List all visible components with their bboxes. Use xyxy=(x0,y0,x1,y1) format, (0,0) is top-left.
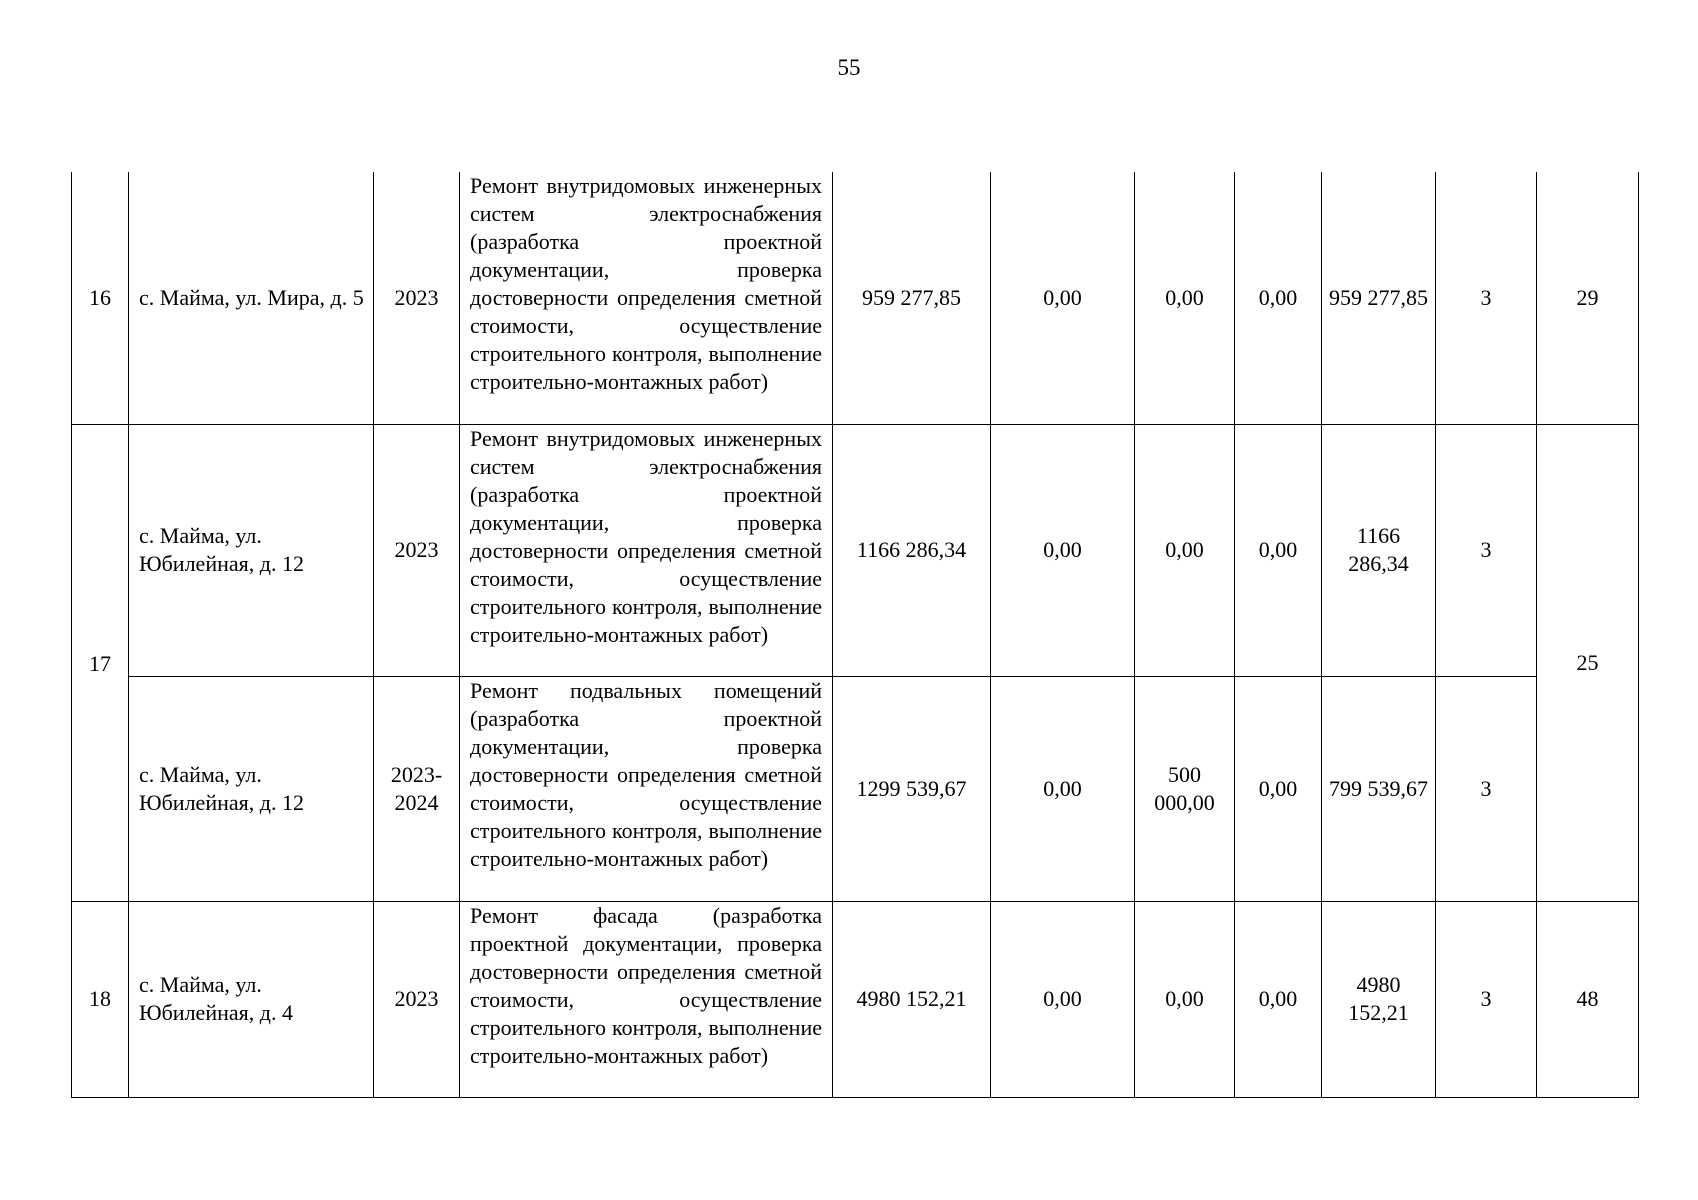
table-row xyxy=(72,676,1639,901)
owner-funds-cell: 799 539,67 xyxy=(1322,676,1436,901)
year-cell: 2023 xyxy=(374,901,460,1097)
funding-cell: 0,00 xyxy=(991,901,1135,1097)
funding-cell: 0,00 xyxy=(1135,424,1235,676)
address-cell: с. Майма, ул. Мира, д. 5 xyxy=(129,172,374,424)
work-description-last-line: строительно-монтажных работ) xyxy=(470,845,769,871)
funding-cell: 0,00 xyxy=(1235,676,1322,901)
work-description-cell xyxy=(460,676,833,901)
method-cell: 3 xyxy=(1436,424,1537,676)
funding-cell: 0,00 xyxy=(1135,172,1235,424)
funding-cell: 0,00 xyxy=(991,424,1135,676)
work-description-text: Ремонт фасада (разработка проектной документации, проверка достоверности определения сметной стоимости, осуществление строительного контроля, выполнение xyxy=(470,902,822,1040)
address-cell: с. Майма, ул. Юбилейная, д. 4 xyxy=(129,901,374,1097)
total-cost-cell: 1299 539,67 xyxy=(833,676,991,901)
table-row xyxy=(72,901,1639,1097)
funding-cell: 0,00 xyxy=(1135,901,1235,1097)
work-description-last-line: строительно-монтажных работ) xyxy=(470,369,769,394)
total-cost-cell: 959 277,85 xyxy=(833,172,991,424)
address-cell: с. Майма, ул. Юбилейная, д. 12 xyxy=(129,676,374,901)
method-cell: 3 xyxy=(1436,172,1537,424)
work-description-cell xyxy=(460,172,833,424)
row-number-text: 17 xyxy=(89,650,111,676)
work-description-last-line: строительно-монтажных работ) xyxy=(470,1042,769,1068)
method-cell: 3 xyxy=(1436,901,1537,1097)
row-number xyxy=(72,424,129,901)
total-cost-cell: 4980 152,21 xyxy=(833,901,991,1097)
work-description-last-line: строительно-монтажных работ) xyxy=(470,621,769,647)
owner-funds-cell: 4980 152,21 xyxy=(1322,901,1436,1097)
row-number: 18 xyxy=(72,901,129,1097)
funding-cell: 500 000,00 xyxy=(1135,676,1235,901)
repair-program-table xyxy=(71,172,1639,1098)
funding-cell: 0,00 xyxy=(1235,172,1322,424)
rating-cell: 25 xyxy=(1537,424,1639,901)
table-row xyxy=(72,172,1639,424)
work-description-cell xyxy=(460,424,833,676)
work-description-cell xyxy=(460,901,833,1097)
page-number: 55 xyxy=(837,55,861,80)
funding-cell: 0,00 xyxy=(991,172,1135,424)
funding-cell: 0,00 xyxy=(1235,424,1322,676)
year-cell: 2023-2024 xyxy=(374,676,460,901)
year-cell: 2023 xyxy=(374,172,460,424)
funding-cell: 0,00 xyxy=(1235,901,1322,1097)
work-description-text: Ремонт внутридомовых инженерных систем электроснабжения (разработка проектной документации, проверка достоверности определения сметной стоимости, осуществление строительного контроля, выполнение xyxy=(470,173,822,366)
method-cell: 3 xyxy=(1436,676,1537,901)
table-row xyxy=(72,424,1639,676)
rating-cell: 48 xyxy=(1537,901,1639,1097)
total-cost-cell: 1166 286,34 xyxy=(833,424,991,676)
owner-funds-cell: 1166 286,34 xyxy=(1322,424,1436,676)
row-number: 16 xyxy=(72,172,129,424)
work-description-text: Ремонт внутридомовых инженерных систем электроснабжения (разработка проектной документации, проверка достоверности определения сметной стоимости, осуществление строительного контроля, выполнение xyxy=(470,425,822,619)
work-description-text: Ремонт подвальных помещений (разработка проектной документации, проверка достоверности определения сметной стоимости, осуществление строительного контроля, выполнение xyxy=(470,677,822,843)
owner-funds-cell: 959 277,85 xyxy=(1322,172,1436,424)
address-cell: с. Майма, ул. Юбилейная, д. 12 xyxy=(129,424,374,676)
funding-cell: 0,00 xyxy=(991,676,1135,901)
year-cell: 2023 xyxy=(374,424,460,676)
rating-cell: 29 xyxy=(1537,172,1639,424)
